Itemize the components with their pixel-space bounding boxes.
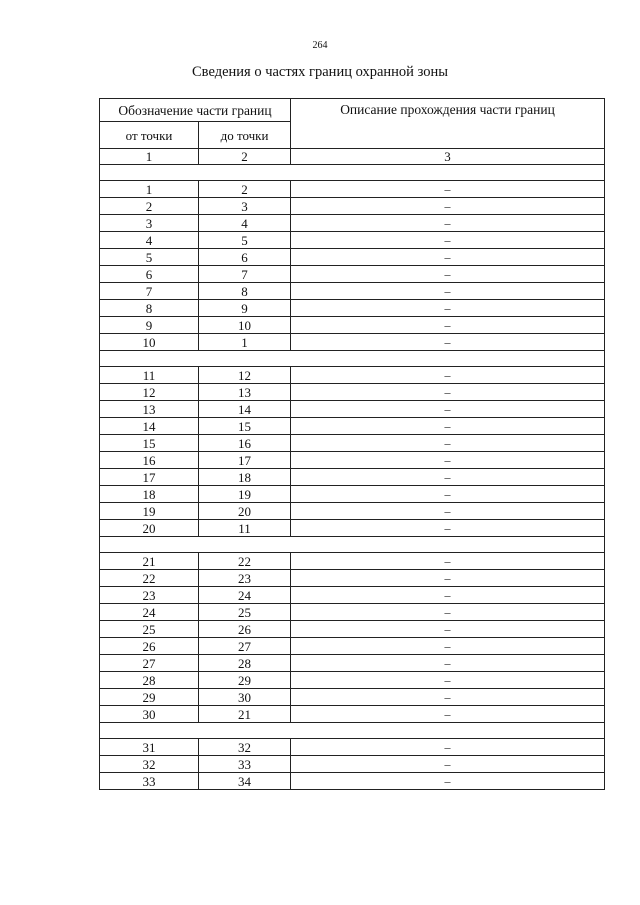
section-separator-cell (100, 165, 605, 181)
cell-to-point: 25 (199, 604, 291, 621)
cell-from-point: 17 (100, 469, 199, 486)
cell-description: – (291, 739, 605, 756)
cell-from-point: 31 (100, 739, 199, 756)
cell-from-point: 3 (100, 215, 199, 232)
cell-description: – (291, 655, 605, 672)
cell-to-point: 33 (199, 756, 291, 773)
table-row (100, 367, 605, 384)
cell-to-point: 15 (199, 418, 291, 435)
cell-description: – (291, 486, 605, 503)
table-row (100, 773, 605, 790)
cell-description: – (291, 689, 605, 706)
cell-to-point: 10 (199, 317, 291, 334)
table-row (100, 249, 605, 266)
cell-to-point: 2 (199, 181, 291, 198)
cell-from-point: 16 (100, 452, 199, 469)
cell-description: – (291, 215, 605, 232)
header-boundary-designation: Обозначение части границ (100, 99, 291, 122)
table-header (100, 99, 605, 165)
cell-to-point: 9 (199, 300, 291, 317)
cell-to-point: 16 (199, 435, 291, 452)
cell-from-point: 8 (100, 300, 199, 317)
table-row (100, 570, 605, 587)
cell-from-point: 19 (100, 503, 199, 520)
table-row (100, 706, 605, 723)
cell-description: – (291, 469, 605, 486)
cell-to-point: 4 (199, 215, 291, 232)
cell-to-point: 14 (199, 401, 291, 418)
cell-description: – (291, 418, 605, 435)
table-row (100, 317, 605, 334)
table-row (100, 300, 605, 317)
cell-from-point: 6 (100, 266, 199, 283)
column-number-row (100, 149, 605, 165)
cell-from-point: 18 (100, 486, 199, 503)
cell-description: – (291, 249, 605, 266)
cell-from-point: 2 (100, 198, 199, 215)
cell-from-point: 33 (100, 773, 199, 790)
cell-to-point: 24 (199, 587, 291, 604)
cell-description: – (291, 452, 605, 469)
table-row (100, 334, 605, 351)
cell-to-point: 29 (199, 672, 291, 689)
table-body (100, 165, 605, 790)
cell-to-point: 32 (199, 739, 291, 756)
cell-description: – (291, 638, 605, 655)
cell-description: – (291, 367, 605, 384)
cell-to-point: 23 (199, 570, 291, 587)
cell-from-point: 14 (100, 418, 199, 435)
cell-to-point: 27 (199, 638, 291, 655)
table-row (100, 232, 605, 249)
cell-description: – (291, 570, 605, 587)
section-separator-row (100, 537, 605, 553)
page-number: 264 (312, 40, 328, 51)
cell-to-point: 19 (199, 486, 291, 503)
header-description: Описание прохождения части границ (291, 99, 605, 149)
cell-description: – (291, 604, 605, 621)
cell-from-point: 29 (100, 689, 199, 706)
cell-from-point: 28 (100, 672, 199, 689)
cell-from-point: 24 (100, 604, 199, 621)
cell-from-point: 30 (100, 706, 199, 723)
table-row (100, 655, 605, 672)
table-row (100, 401, 605, 418)
cell-to-point: 5 (199, 232, 291, 249)
section-separator-cell (100, 723, 605, 739)
column-number: 3 (291, 149, 605, 165)
cell-to-point: 8 (199, 283, 291, 300)
cell-description: – (291, 587, 605, 604)
section-separator-row (100, 165, 605, 181)
header-to-point: до точки (199, 122, 291, 149)
cell-from-point: 1 (100, 181, 199, 198)
table-row (100, 638, 605, 655)
cell-description: – (291, 317, 605, 334)
section-separator-row (100, 723, 605, 739)
table-row (100, 283, 605, 300)
cell-to-point: 20 (199, 503, 291, 520)
table-row (100, 553, 605, 570)
table-row (100, 604, 605, 621)
cell-description: – (291, 706, 605, 723)
cell-description: – (291, 300, 605, 317)
cell-from-point: 12 (100, 384, 199, 401)
section-separator-cell (100, 351, 605, 367)
table-row (100, 520, 605, 537)
cell-from-point: 13 (100, 401, 199, 418)
cell-description: – (291, 334, 605, 351)
section-separator-cell (100, 537, 605, 553)
header-from-point: от точки (100, 122, 199, 149)
cell-to-point: 28 (199, 655, 291, 672)
cell-to-point: 12 (199, 367, 291, 384)
table-row (100, 672, 605, 689)
cell-description: – (291, 435, 605, 452)
boundary-parts-table (99, 98, 605, 790)
cell-description: – (291, 384, 605, 401)
cell-from-point: 21 (100, 553, 199, 570)
cell-to-point: 17 (199, 452, 291, 469)
cell-to-point: 18 (199, 469, 291, 486)
cell-from-point: 22 (100, 570, 199, 587)
cell-description: – (291, 266, 605, 283)
table-row (100, 198, 605, 215)
cell-from-point: 20 (100, 520, 199, 537)
cell-to-point: 34 (199, 773, 291, 790)
cell-description: – (291, 283, 605, 300)
cell-from-point: 23 (100, 587, 199, 604)
cell-to-point: 3 (199, 198, 291, 215)
table-row (100, 469, 605, 486)
cell-to-point: 30 (199, 689, 291, 706)
cell-from-point: 7 (100, 283, 199, 300)
cell-from-point: 9 (100, 317, 199, 334)
table-row (100, 384, 605, 401)
cell-to-point: 1 (199, 334, 291, 351)
cell-from-point: 26 (100, 638, 199, 655)
section-separator-row (100, 351, 605, 367)
column-number: 2 (199, 149, 291, 165)
table-row (100, 689, 605, 706)
cell-to-point: 22 (199, 553, 291, 570)
table-row (100, 181, 605, 198)
cell-description: – (291, 756, 605, 773)
cell-from-point: 27 (100, 655, 199, 672)
cell-description: – (291, 232, 605, 249)
table-row (100, 756, 605, 773)
table-row (100, 587, 605, 604)
cell-description: – (291, 773, 605, 790)
cell-description: – (291, 621, 605, 638)
cell-description: – (291, 181, 605, 198)
cell-from-point: 10 (100, 334, 199, 351)
table-row (100, 621, 605, 638)
cell-description: – (291, 198, 605, 215)
cell-from-point: 5 (100, 249, 199, 266)
cell-description: – (291, 401, 605, 418)
cell-from-point: 15 (100, 435, 199, 452)
cell-to-point: 26 (199, 621, 291, 638)
cell-from-point: 4 (100, 232, 199, 249)
table-row (100, 435, 605, 452)
column-number: 1 (100, 149, 199, 165)
cell-to-point: 6 (199, 249, 291, 266)
table-row (100, 418, 605, 435)
cell-to-point: 21 (199, 706, 291, 723)
table-row (100, 452, 605, 469)
cell-description: – (291, 672, 605, 689)
cell-to-point: 13 (199, 384, 291, 401)
cell-from-point: 11 (100, 367, 199, 384)
cell-description: – (291, 520, 605, 537)
table-row (100, 503, 605, 520)
table-row (100, 486, 605, 503)
cell-to-point: 11 (199, 520, 291, 537)
table-row (100, 215, 605, 232)
cell-from-point: 32 (100, 756, 199, 773)
cell-description: – (291, 503, 605, 520)
cell-description: – (291, 553, 605, 570)
table-row (100, 739, 605, 756)
cell-from-point: 25 (100, 621, 199, 638)
cell-to-point: 7 (199, 266, 291, 283)
table-row (100, 266, 605, 283)
page-title: Сведения о частях границ охранной зоны (192, 64, 448, 80)
